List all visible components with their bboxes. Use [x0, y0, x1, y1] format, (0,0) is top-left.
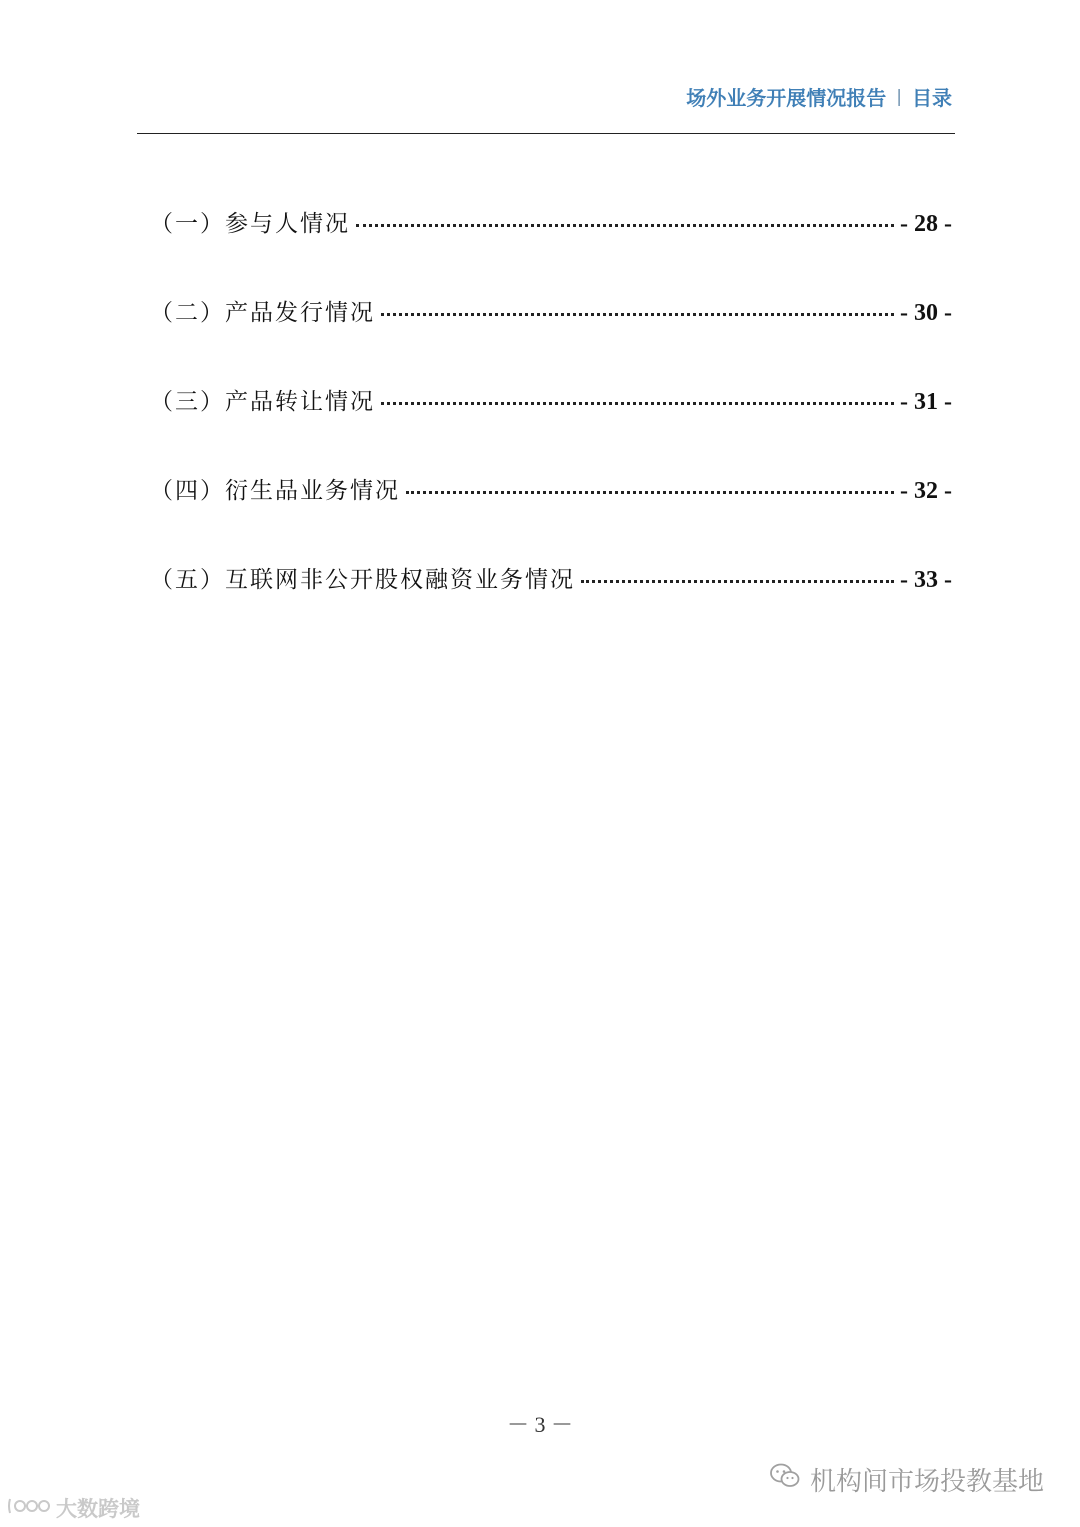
toc-entry-page: - 28 -	[900, 211, 952, 237]
toc-entry-title: （五）互联网非公开股权融资业务情况	[150, 567, 575, 593]
logo-icon	[6, 1495, 52, 1522]
section-title: 目录	[912, 86, 952, 110]
toc-dot-leader	[381, 402, 894, 405]
watermark-account-name: 机构间市场投教基地	[809, 1467, 1044, 1497]
report-title: 场外业务开展情况报告	[686, 86, 887, 110]
toc-entry-title: （三）产品转让情况	[150, 389, 375, 415]
toc-entry[interactable]	[150, 383, 952, 472]
page-number: － 3 －	[506, 1412, 573, 1437]
toc-dot-leader	[406, 491, 894, 494]
table-of-contents	[150, 205, 952, 650]
toc-dot-leader	[381, 313, 894, 316]
wechat-icon	[770, 1463, 800, 1496]
toc-entry-page: - 32 -	[900, 478, 952, 504]
toc-entry[interactable]	[150, 561, 952, 650]
toc-entry[interactable]	[150, 472, 952, 561]
toc-entry-page: - 31 -	[900, 389, 952, 415]
running-header	[686, 82, 952, 111]
toc-dot-leader	[356, 224, 894, 227]
brand-watermark	[6, 1493, 140, 1523]
toc-dot-leader	[581, 580, 894, 583]
toc-entry-title: （四）衍生品业务情况	[150, 478, 400, 504]
toc-entry[interactable]	[150, 294, 952, 383]
toc-entry-page: - 30 -	[900, 300, 952, 326]
toc-entry-title: （二）产品发行情况	[150, 300, 375, 326]
header-rule	[137, 133, 955, 134]
watermark-brand-name: 大数跨境	[56, 1497, 140, 1521]
toc-entry-title: （一）参与人情况	[150, 211, 350, 237]
header-separator: |	[896, 86, 902, 107]
toc-entry[interactable]	[150, 205, 952, 294]
toc-entry-page: - 33 -	[900, 567, 952, 593]
wechat-watermark	[770, 1461, 1044, 1498]
